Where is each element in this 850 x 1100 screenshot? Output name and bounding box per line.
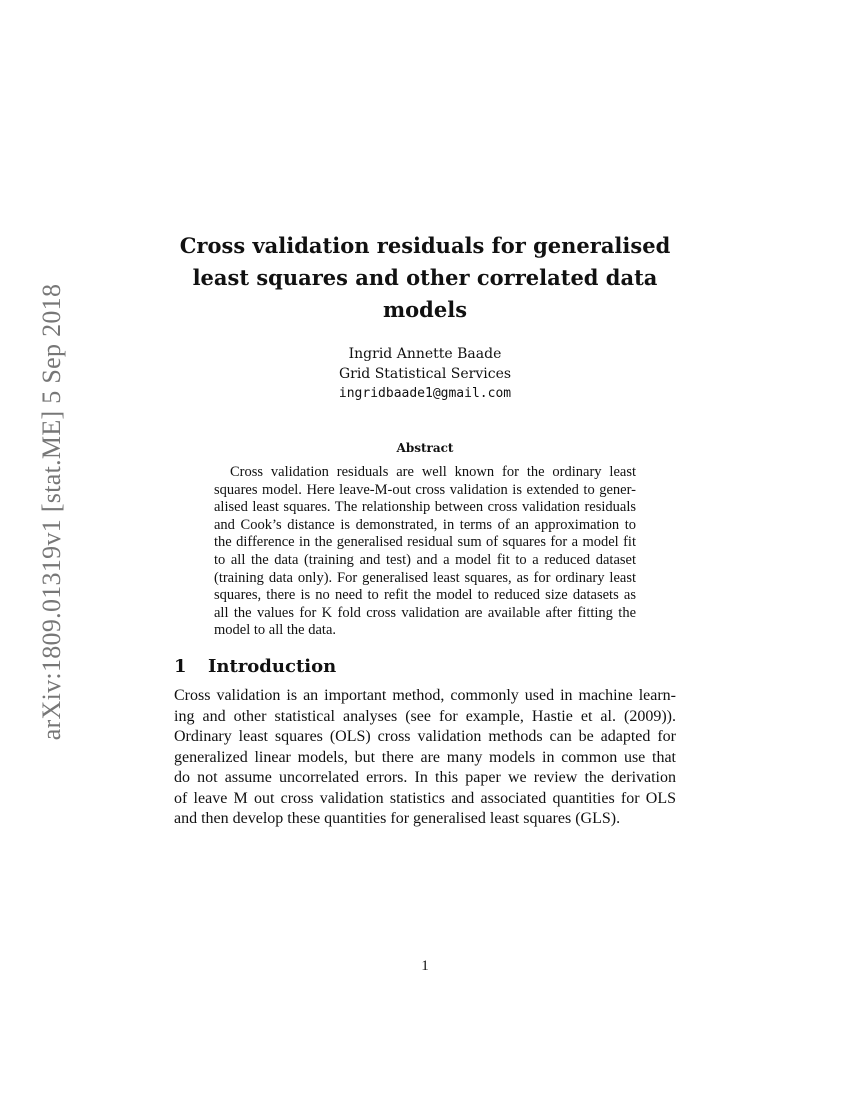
arxiv-stamp-text: arXiv:1809.01319v1 [stat.ME] 5 Sep 2018	[37, 283, 66, 741]
body-line: generalized linear models, but there are many models in common use that	[174, 748, 676, 766]
abstract-line: model to all the data.	[214, 622, 337, 639]
body-line: ing and other statistical analyses (see for example, Hastie et al. (2009)).	[174, 707, 676, 725]
section-heading	[174, 656, 336, 677]
introduction-body	[174, 686, 676, 830]
abstract-line: and Cook’s distance is demonstrated, in terms of an approximation to	[214, 516, 636, 533]
body-line: of leave M out cross validation statistics and associated quantities for OLS	[174, 789, 676, 807]
abstract-line: alised least squares. The relationship between cross validation residuals	[214, 499, 636, 516]
body-line: Ordinary least squares (OLS) cross validation methods can be adapted for	[174, 728, 676, 745]
section-number: 1	[174, 656, 187, 677]
title-line: Cross validation residuals for generalised	[179, 233, 671, 258]
paper-title	[150, 230, 700, 326]
abstract-heading: Abstract	[396, 441, 454, 455]
abstract-line: to all the data (training and test) and a model fit to a reduced dataset	[214, 551, 636, 568]
page-number: 1	[421, 958, 429, 974]
abstract-line: squares model. Here leave-M-out cross validation is extended to gener-	[214, 481, 636, 498]
title-line: models	[382, 297, 468, 322]
abstract-body	[214, 464, 636, 640]
title-line: least squares and other correlated data	[192, 265, 658, 290]
abstract-line: all the values for K fold cross validation are available after fitting the	[214, 604, 636, 621]
body-line: Cross validation is an important method, commonly used in machine learn-	[174, 687, 676, 704]
body-line: do not assume uncorrelated errors. In this paper we review the derivation	[174, 769, 676, 786]
abstract-line: the difference in the generalised residual sum of squares for a model fit	[214, 534, 636, 551]
author-name: Ingrid Annette Baade	[348, 346, 502, 362]
abstract-line: (training data only). For generalised least squares, as for ordinary least	[214, 569, 636, 586]
body-line: and then develop these quantities for generalised least squares (GLS).	[174, 810, 621, 827]
abstract-line: Cross validation residuals are well known for the ordinary least	[230, 464, 636, 480]
author-block	[225, 344, 625, 404]
abstract-line: squares, there is no need to refit the model to reduced size datasets as	[214, 587, 636, 604]
author-email: ingridbaade1@gmail.com	[338, 386, 512, 401]
section-title: Introduction	[208, 656, 337, 677]
author-affiliation: Grid Statistical Services	[338, 366, 512, 382]
